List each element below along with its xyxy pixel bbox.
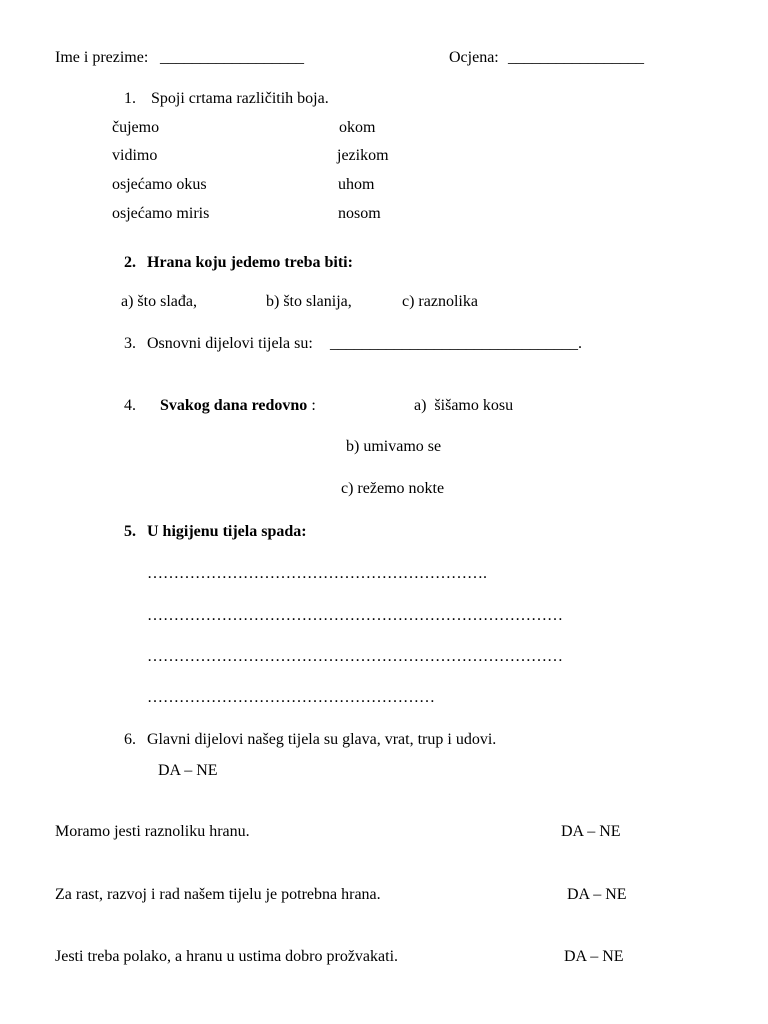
grade-field[interactable]: _________________	[508, 49, 644, 66]
q4-title-line	[160, 398, 316, 414]
q1-right-item: uhom	[338, 176, 375, 193]
q1-left-item: osjećamo miris	[112, 205, 210, 222]
q1-left-item: osjećamo okus	[112, 176, 207, 193]
statement-answer[interactable]: DA – NE	[564, 948, 624, 965]
q4-option: c) režemo nokte	[341, 480, 445, 497]
statement-text: Moramo jesti raznoliku hranu.	[55, 823, 250, 840]
q2-option: c) raznolika	[402, 293, 478, 310]
name-field[interactable]: __________________	[160, 49, 304, 66]
q1-title: Spoji crtama različitih boja.	[151, 90, 329, 107]
q2-option: b) što slanija,	[266, 293, 352, 310]
q5-number: 5.	[124, 523, 136, 540]
q2-option: a) što slađa,	[121, 293, 197, 310]
q4-option: b) umivamo se	[346, 438, 442, 455]
q3-number: 3.	[124, 335, 136, 352]
q6-number: 6.	[124, 731, 136, 748]
grade-label: Ocjena:	[449, 49, 499, 66]
q1-right-item: nosom	[338, 205, 381, 222]
statement-answer[interactable]: DA – NE	[561, 823, 621, 840]
q6-text: Glavni dijelovi našeg tijela su glava, vrat, trup i udovi.	[147, 731, 497, 748]
name-label: Ime i prezime:	[55, 49, 149, 66]
q1-left-item: vidimo	[112, 147, 158, 164]
q5-title: U higijenu tijela spada:	[147, 523, 307, 540]
q4-number: 4.	[124, 397, 136, 414]
q2-title: Hrana koju jedemo treba biti:	[147, 254, 353, 271]
q4-title: Svakog dana redovno	[160, 397, 308, 414]
q3-answer-line[interactable]: _______________________________.	[330, 335, 582, 352]
q2-number: 2.	[124, 254, 136, 271]
q5-answer-line[interactable]: ……………………………………………………………………	[147, 648, 563, 665]
q1-right-item: jezikom	[337, 147, 389, 164]
q1-right-item: okom	[339, 119, 376, 136]
q4-option: a) šišamo kosu	[414, 397, 514, 414]
q5-answer-line[interactable]: ………………………………………………	[147, 689, 435, 706]
statement-text: Jesti treba polako, a hranu u ustima dobro prožvakati.	[55, 948, 399, 965]
q1-left-item: čujemo	[112, 119, 160, 136]
statement-text: Za rast, razvoj i rad našem tijelu je potrebna hrana.	[55, 886, 381, 903]
q1-number: 1.	[124, 90, 136, 107]
q3-text: Osnovni dijelovi tijela su:	[147, 335, 313, 352]
statement-answer[interactable]: DA – NE	[567, 886, 627, 903]
q5-answer-line[interactable]: ……………………………………………………………………	[147, 607, 563, 624]
q5-answer-line[interactable]: ……………………………………………………….	[147, 565, 487, 582]
q4-colon: :	[307, 397, 316, 414]
q6-answer[interactable]: DA – NE	[158, 762, 218, 779]
